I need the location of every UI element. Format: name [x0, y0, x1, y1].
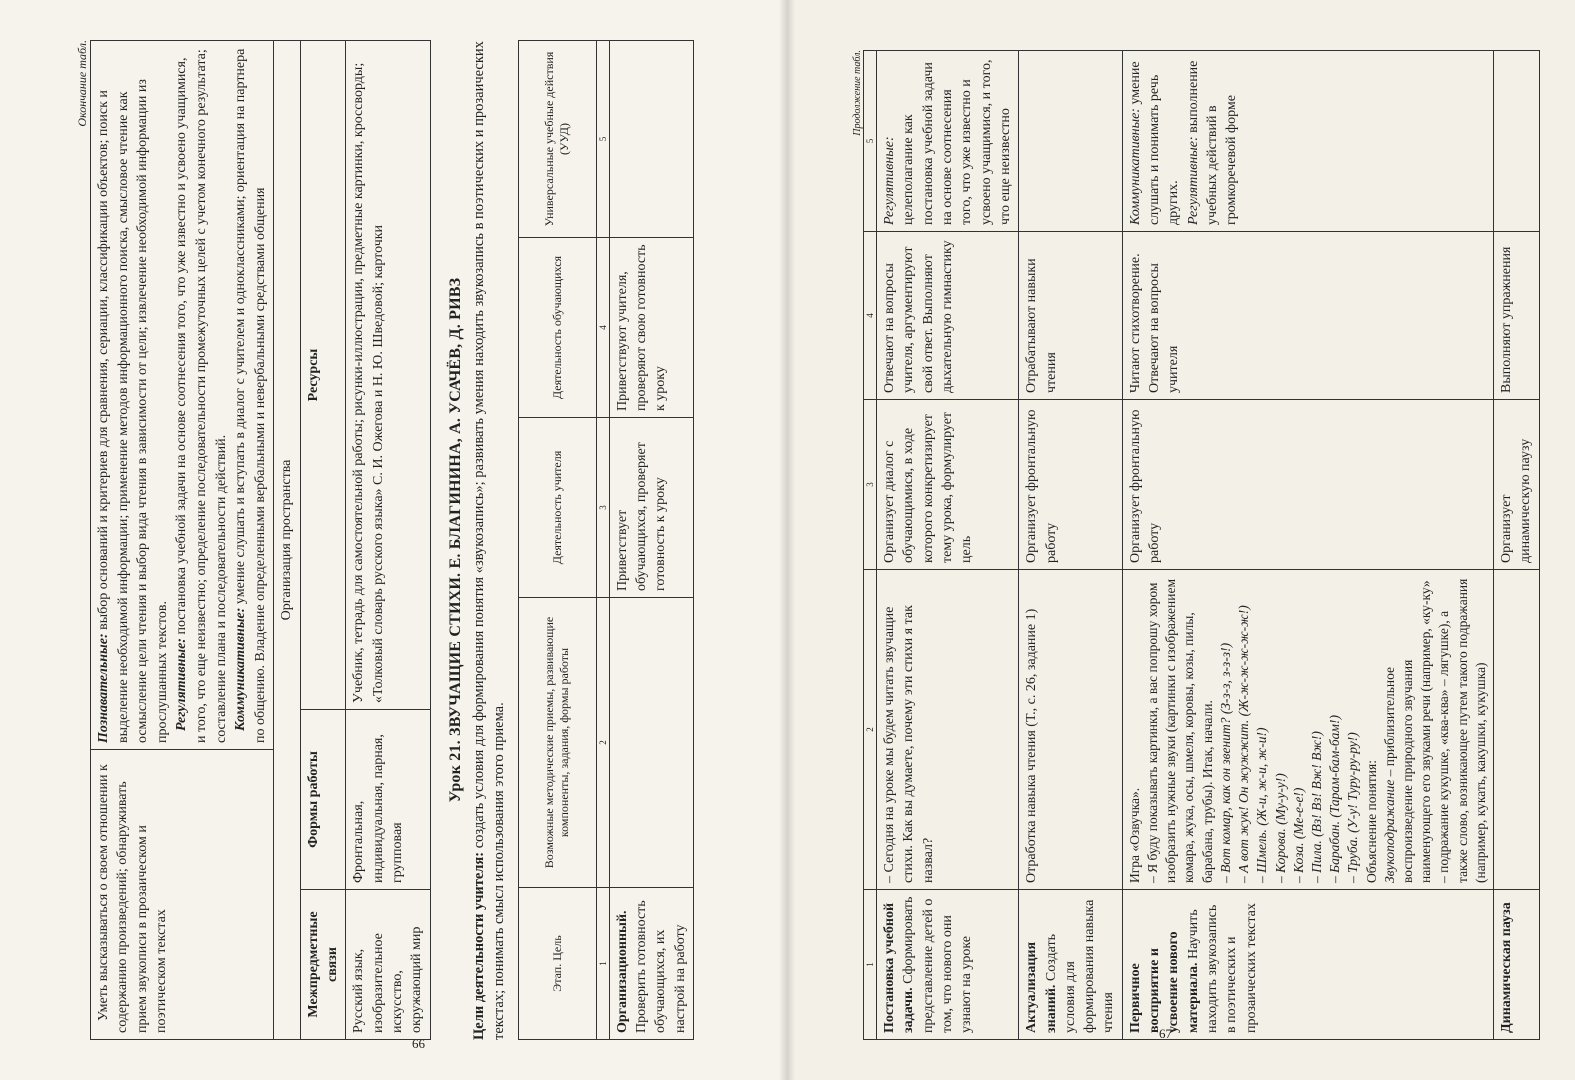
- teacher-cell: Приветствует обучающихся, проверяет готовность к уроку: [609, 418, 693, 598]
- left-page: [0, 0, 787, 1080]
- methods-actualization: Отработка навыка чтения (Т., с. 26, задание 1): [1019, 570, 1123, 890]
- stage-new-material: Первичное восприятие и усвоение нового материала. Научить находить звукозапись в поэтических и прозаических текстах: [1122, 890, 1493, 1040]
- col-resources-header: Ресурсы: [300, 41, 346, 710]
- col-number: 2: [596, 598, 609, 888]
- th-teacher: Деятельность учителя: [518, 418, 596, 598]
- col-number: 4: [596, 238, 609, 418]
- col-number: 3: [864, 400, 877, 570]
- space-organization-table: [273, 40, 430, 1040]
- methods-dynamic-pause: [1494, 570, 1540, 890]
- students-cell: Приветствуют учителя, проверяют свою готовность к уроку: [609, 238, 693, 418]
- uud-actualization: [1019, 51, 1123, 232]
- col-links-header: Межпредметные связи: [300, 890, 346, 1040]
- col-number: 1: [596, 888, 609, 1040]
- teacher-dynamic-pause: Организует динамическую паузу: [1494, 400, 1540, 570]
- game-line: – Барабан. (Тарам-бам-бам!): [1327, 715, 1343, 883]
- stage-organizational: Организационный. Проверить готовность обучающихся, их настрой на работу: [609, 888, 693, 1040]
- right-page: [787, 0, 1575, 1080]
- uud-cell-empty: [609, 41, 693, 238]
- lesson-goals: Цели деятельности учителя: создать условия для формирования понятия «звукозапись»; развивать умения находить звукозапись в поэтических и прозаических текстах; понимать смысл использования этого приема.: [470, 41, 508, 1040]
- resources-value: Учебник, тетрадь для самостоятельной работы; рисунки-иллюстрации, предметные картинки, кроссворды; «Толковый словарь русского языка» С. И. Ожегова и Н. Ю. Шведовой; карточки: [346, 41, 430, 710]
- lesson-table: [518, 40, 694, 1040]
- stage-dynamic-pause: Динамическая пауза: [1494, 890, 1540, 1040]
- page-number-left: 66: [412, 1036, 425, 1051]
- concept-label: Объяснение понятия:: [1363, 760, 1379, 883]
- game-line: – Шмель. (Ж-и, ж-и, ж-и!): [1254, 727, 1270, 883]
- th-uud: Универсальные учебные действия (УУД): [518, 41, 596, 238]
- competencies-table: [90, 40, 274, 1040]
- students-dynamic-pause: Выполняют упражнения: [1494, 232, 1540, 400]
- game-line: – Коза. (Ме-е-е!): [1290, 787, 1306, 883]
- th-methods: Возможные методические приемы, развивающие компоненты, задания, формы работы: [518, 598, 596, 888]
- methods-cell: [609, 598, 693, 888]
- methods-task-setting: – Сегодня на уроке мы будем читать звучащие стихи. Как вы думаете, почему эти стихи я так назвал?: [877, 570, 1019, 890]
- th-stage: Этап. Цель: [518, 888, 596, 1040]
- concept-definition: Звукоподражание – приблизительное воспроизведение природного звучания наименующего его звуками речи (например, «ку-ку» – подражание кукушке, «ква-ква» – лягушке), а также слово, возникающее путем такого подражания (например, кукать, какушки, кукушка): [1381, 578, 1488, 883]
- teacher-new-material: Организует фронтальную работу: [1122, 400, 1493, 570]
- col-number: 1: [864, 890, 877, 1040]
- col-number: 2: [864, 570, 877, 890]
- students-actualization: Отрабатывают навыки чтения: [1019, 232, 1123, 400]
- page-number-right: 67: [1159, 1026, 1172, 1041]
- col-number: 5: [864, 51, 877, 232]
- methods-new-material: [1122, 570, 1493, 890]
- students-new-material: Читают стихотворение. Отвечают на вопросы учителя: [1122, 232, 1493, 400]
- links-value: Русский язык, изобразительное искусство, окружающий мир: [346, 890, 430, 1040]
- uud-cell: Познавательные: выбор оснований и критериев для сравнения, сериации, классификации объектов; поиск и выделение необходимой информации; применение методов информационного поиска, смысловое чтение как осмысление цели чтения и выбор вида чтения в зависимости от цели; извлечение необходимой информации из прослушанных текстов. Регулятивные: постановка учебной задачи на основе соотнесения того, что уже известно и усвоено учащимися, и того, что еще неизвестно; определение последовательности промежуточных целей с учетом конечного результата; составление плана и последовательности действий. Коммуникативные: умение слушать и вступать в диалог с учителем и одноклассниками; ориентация на партнера по общению. Владение определенными вербальными и невербальными средствами общения: [91, 41, 274, 750]
- teacher-task-setting: Организует диалог с обучающимися, в ходе которого конкретизирует тему урока, формулирует цель: [877, 400, 1019, 570]
- uud-dynamic-pause: [1494, 51, 1540, 232]
- continued-caption-right: Продолжение табл.: [852, 50, 863, 136]
- stage-actualization: Актуализация знаний. Создать условия для формирования навыка чтения: [1019, 890, 1123, 1040]
- uud-new-material: Коммуникативные: умение слушать и понимать речь других. Регулятивные: выполнение учебных действий в громкоречевой форме: [1122, 51, 1493, 232]
- col-number: 5: [596, 41, 609, 238]
- game-intro: – Я буду показывать картинки, а вас попрошу хором изобразить нужные звуки (картинки с изображением комара, жука, осы, шмеля, коровы, козы, пилы, барабана, трубы). Итак, начали.: [1144, 578, 1215, 883]
- game-line: – Корова. (Му-у-у!): [1272, 773, 1288, 883]
- uud-task-setting: Регулятивные: целеполагание как постановка учебной задачи на основе соотнесения того, что уже известно и усвоено учащимися, и того, что еще неизвестно: [877, 51, 1019, 232]
- game-line: – Вот комар, как он звенит? (З-з-з, з-з-з!): [1217, 642, 1233, 883]
- col-number: 4: [864, 232, 877, 400]
- lesson-table-continued: [863, 50, 1540, 1040]
- right-page-content: [852, 50, 1542, 1040]
- th-students: Деятельность обучающихся: [518, 238, 596, 418]
- game-title: Игра «Озвучка».: [1126, 787, 1142, 883]
- forms-value: Фронтальная, индивидуальная, парная, групповая: [346, 710, 430, 890]
- students-task-setting: Отвечают на вопросы учителя, аргументируют свой ответ. Выполняют дыхательную гимнастику: [877, 232, 1019, 400]
- lesson-title: Урок 21. ЗВУЧАЩИЕ СТИХИ. Е. БЛАГИНИНА, А. УСАЧЁВ, Д. РИВЗ: [446, 277, 464, 803]
- stage-task-setting: Постановка учебной задачи. Сформировать представление детей о том, что нового они узнают на уроке: [877, 890, 1019, 1040]
- col-forms-header: Формы работы: [300, 710, 346, 890]
- outcome-cell: Уметь высказываться о своем отношении к содержанию произведений; обнаруживать прием звукописи в прозаическом и поэтическом текстах: [91, 750, 274, 1040]
- game-line: – Труба. (У-у! Туру-ру-ру!): [1345, 732, 1361, 883]
- left-page-content: [75, 40, 715, 1040]
- teacher-actualization: Организует фронтальную работу: [1019, 400, 1123, 570]
- book-gutter: [779, 0, 795, 1080]
- game-line: – Пила. (Вз! Вз! Вж! Вж!): [1308, 731, 1324, 883]
- space-header: Организация пространства: [274, 41, 300, 1040]
- game-line: – А вот жук! Он жужжит. (Ж-ж-ж-ж-ж-ж!): [1236, 605, 1252, 883]
- col-number: 3: [596, 418, 609, 598]
- continued-caption-left: Окончание табл.: [75, 40, 89, 127]
